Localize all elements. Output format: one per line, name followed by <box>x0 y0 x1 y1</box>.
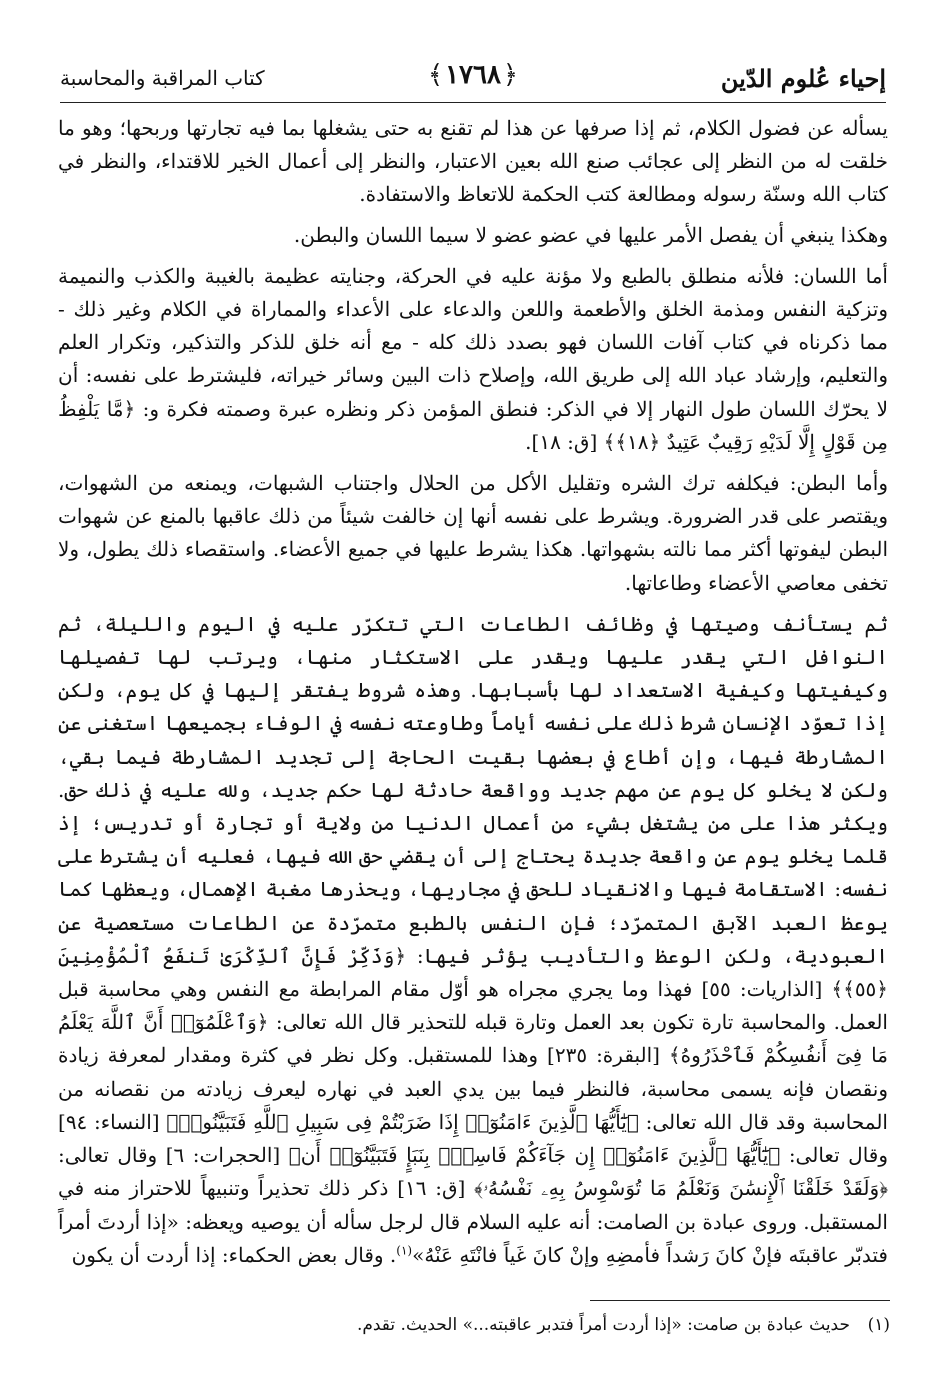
paragraph-belly: وأما البطن: فيكلفه ترك الشره وتقليل الأكل من الحلال واجتناب الشبهات، ويمنعه من الشهوات، ويقتصر على قدر الضرورة. ويشرط على نفسه أنها إن خالفت شيئاً من ذلك عاقبها بالمنع عن شهوات البطن ليفوتها أكثر مما نالته بشهواتها. هكذا يشرط عليها في جميع الأعضاء. واستقصاء ذلك يطول، ولا تخفى معاصي الأعضاء وطاعاتها. <box>58 471 888 595</box>
footnote-number: (١) <box>867 1315 890 1335</box>
ornament-left-icon: ﴾ <box>427 60 444 90</box>
paragraph-main-text: ثم يستأنف وصيتها في وظائف الطاعات التي تتكرّر عليه في اليوم والليلة، ثم النوافل التي يقدر عليها ويقدر على الاستكثار منها، ويرتب لها تفصيلها وكيفيتها وكيفية الاستعداد لها بأسبابها. وهذه شروط يفتقر إليها في كل يوم، ولكن إذا تعوّد الإنسان شرط ذلك على نفسه أياماً وطاوعته نفسه في الوفاء بجميعها استغنى عن المشارطة فيها، وإن أطاع في بعضها بقيت الحاجة إلى تجديد المشارطة فيما بقي، ولكن لا يخلو كل يوم عن مهم جديد وواقعة حادثة لها حكم جديد، ولله عليه في ذلك حق. ويكثر هذا على من يشتغل بشيء من أعمال الدنيا من ولاية أو تجارة أو تدريس؛ إذ قلما يخلو يوم عن واقعة جديدة يحتاج إلى أن يقضي حق الله فيها، فعليه أن يشترط على نفسه: الاستقامة فيها والانقياد للحق في مجاريها، ويحذرها مغبة الإهمال، ويعظها كما يوعظ العبد الآبق المتمرّد؛ فإن النفس بالطبع متمرّدة عن الطاعات مستعصية عن العبودية، ولكن الوعظ والتأديب يؤثر فيها: ﴿وَذَكِّرْ فَإِنَّ ٱلذِّكْرَىٰ تَنفَعُ ٱلْمُؤْمِنِينَ ﴿٥٥﴾﴾ [الذاريات: ٥٥] فهذا وما يجري مجراه هو أوّل مقام المرابطة مع النفس وهي محاسبة قبل العمل. والمحاسبة تارة تكون بعد العمل وتارة قبله للتحذير قال الله تعالى: ﴿وَٱعْلَمُوٓا۟ أَنَّ ٱللَّهَ يَعْلَمُ مَا فِىٓ أَنفُسِكُمْ فَٱحْذَرُوهُ﴾ [البقرة: ٢٣٥] وهذا للمستقبل. وكل نظر في كثرة ومقدار لمعرفة زيادة ونقصان فإنه يسمى محاسبة، فالنظر فيما بين يدي العبد في نهاره ليعرف زيادته من نقصانه من المحاسبة وقد قال الله تعالى: ﴿يَٰٓأَيُّهَا ٱلَّذِينَ ءَامَنُوٓا۟ إِذَا ضَرَبْتُمْ فِى سَبِيلِ ٱللَّهِ فَتَبَيَّنُوا۟﴾ [النساء: ٩٤] وقال تعالى: ﴿يَٰٓأَيُّهَا ٱلَّذِينَ ءَامَنُوٓا۟ إِن جَآءَكُمْ فَاسِقٌۢ بِنَبَإٍ فَتَبَيَّنُوٓا۟ أَن﴾ [الحجرات: ٦] وقال تعالى: ﴿وَلَقَدْ خَلَقْنَا ٱلْإِنسَٰنَ وَنَعْلَمُ مَا تُوَسْوِسُ بِهِۦ نَفْسُهُۥ﴾ [ق: ١٦] ذكر ذلك تحذيراً وتنبيهاً للاحتراز منه في المستقبل. وروى عبادة بن الصامت: أنه عليه السلام قال لرجل سأله أن يوصيه ويعظه: «إذا أردتَ أمراً فتدبّر عاقبتَه فإنْ كانَ رَشداً فأمضِهِ وإنْ كانَ غَياً فانْتَهِ عَنْهُ» <box>58 611 889 1267</box>
header-divider <box>60 102 886 103</box>
chapter-title: كتاب المراقبة والمحاسبة <box>60 66 265 90</box>
paragraph-tongue: أما اللسان: فلأنه منطلق بالطبع ولا مؤنة عليه في الحركة، وجنايته عظيمة بالغيبة والكذب والنميمة وتزكية النفس ومذمة الخلق والأطعمة واللعن والدعاء على الأعداء والمماراة في الكلام وغير ذلك - مما ذكرناه في كتاب آفات اللسان فهو بصدد ذلك كله - مع أنه خلق للذكر والتذكير، وتكرار العلم والتعليم، وإرشاد عباد الله إلى طريق الله، وإصلاح ذات البين وسائر خيراته، فليشترط على نفسه: أن لا يحرّك اللسان طول النهار إلا في الذكر: فنطق المؤمن ذكر ونظره عبرة وصمته فكرة و: ﴿مَّا يَلْفِظُ مِن قَوْلٍ إِلَّا لَدَيْهِ رَقِيبٌ عَتِيدٌ ﴿١٨﴾﴾ [ق: ١٨]. <box>58 263 888 454</box>
footnote-marker[interactable]: (١) <box>396 1243 413 1258</box>
paragraph-2: وهكذا ينبغي أن يفصل الأمر عليها في عضو عضو لا سيما اللسان والبطن. <box>293 222 888 247</box>
footnote-divider <box>590 1300 890 1301</box>
page-number: ١٧٦٨ <box>445 60 501 90</box>
main-text <box>58 112 888 1279</box>
paragraph-main-tail: . وقال بعض الحكماء: إذا أردت أن يكون <box>71 1242 397 1267</box>
ornament-right-icon: ﴿ <box>502 60 519 90</box>
page-header <box>60 56 886 100</box>
book-title: إحياء عُلوم الدّين <box>720 64 886 93</box>
footnote <box>60 1312 890 1338</box>
paragraph-1: يسأله عن فضول الكلام، ثم إذا صرفها عن هذا لم تقنع به حتى يشغلها بما فيه تجارتها وربحها؛ وهو ما خلقت له من النظر إلى عجائب صنع الله بعين الاعتبار، والنظر إلى أعمال الخير للاقتداء، والنظر في كتاب الله وسنّة رسوله ومطالعة كتب الحكمة للاتعاظ والاستفادة. <box>58 116 888 207</box>
footnote-text: حديث عبادة بن صامت: «إذا أردت أمراً فتدبر عاقبته...» الحديث. تقدم. <box>356 1315 850 1335</box>
paragraph-main <box>58 608 888 1272</box>
